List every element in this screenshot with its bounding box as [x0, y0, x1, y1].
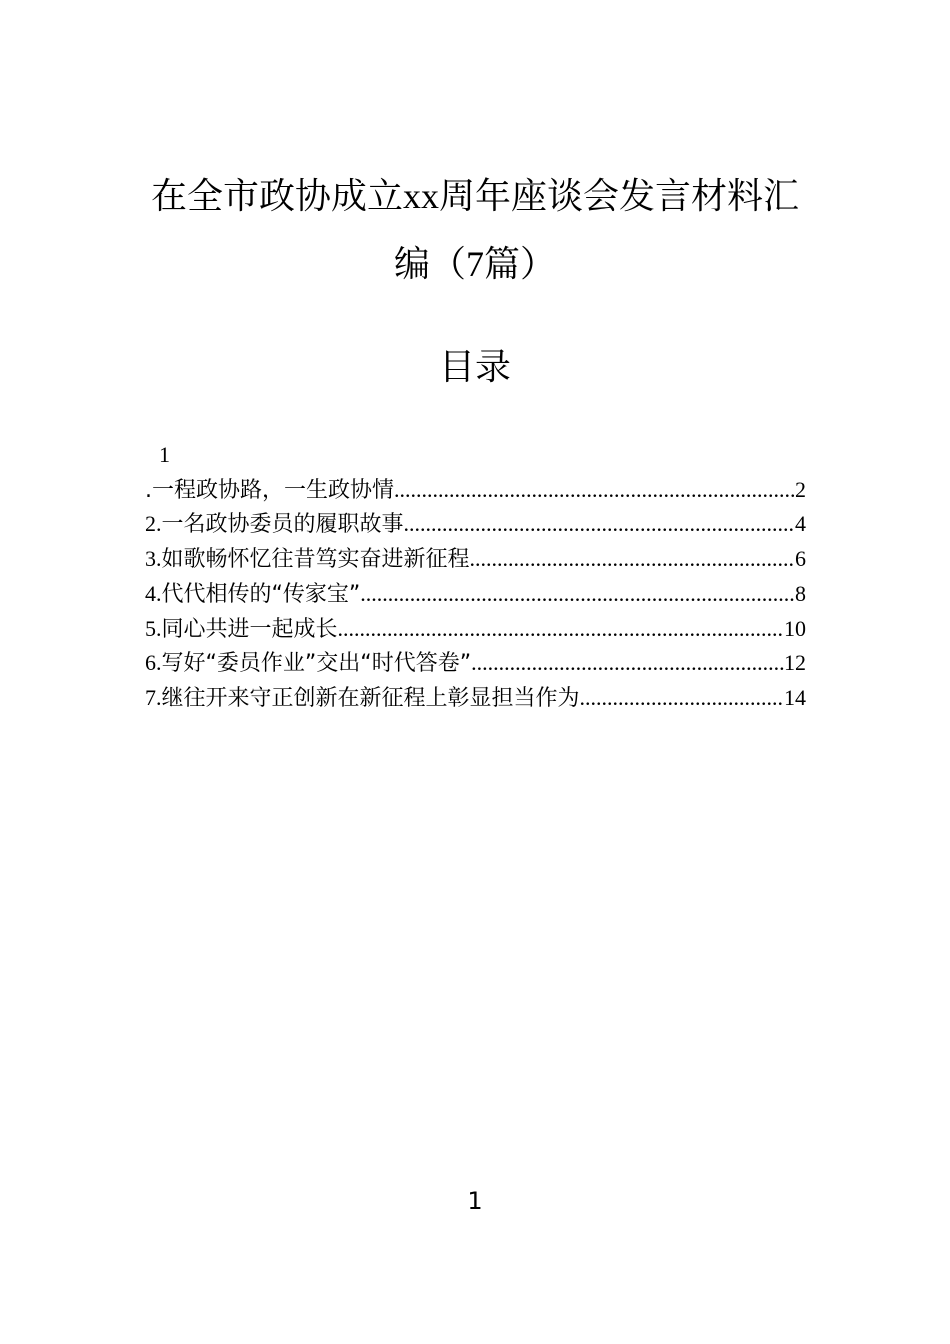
toc-entry-text: 一名政协委员的履职故事	[161, 512, 404, 537]
toc-entry-4[interactable]	[145, 579, 806, 609]
toc-entry-text: 如歌畅怀忆往昔笃实奋进新征程	[161, 547, 470, 572]
toc-entry-label	[145, 544, 470, 575]
title-text-part: 编（	[393, 244, 466, 285]
toc-entry-label	[145, 475, 394, 506]
toc-entry-number: 7.	[145, 685, 162, 710]
toc-entry-page: 14	[784, 685, 806, 710]
toc-entry-number: 4.	[145, 581, 162, 606]
toc-entry-number: 6.	[145, 650, 162, 675]
toc-entry-text: 代代相传的“传家宝”	[161, 582, 361, 607]
toc-entry-page: 10	[784, 616, 806, 641]
toc-dot-leader	[580, 683, 784, 713]
toc-lead-number: 1	[159, 442, 170, 467]
page-number: 1	[467, 1187, 483, 1215]
document-title-line-1	[130, 176, 820, 217]
toc-entry-text: 写好“委员作业”交出“时代答卷”	[161, 651, 472, 676]
toc-entry-label	[145, 648, 471, 679]
title-latin-part: 7	[466, 244, 484, 284]
toc-entry-number: 3.	[145, 546, 162, 571]
toc-entry-page: 8	[795, 581, 806, 606]
toc-entry-page: 12	[784, 650, 806, 675]
toc-entry-label	[145, 509, 404, 540]
toc-dot-leader	[470, 544, 795, 574]
toc-entry-page: 2	[795, 477, 806, 502]
title-text-part: 在全市政协成立	[150, 176, 403, 217]
toc-entry-7[interactable]	[145, 683, 806, 713]
toc-entry-page: 4	[795, 511, 806, 536]
toc-dot-leader	[394, 475, 795, 505]
toc-entry-label	[145, 614, 338, 645]
title-text-part: 周年座谈会发言材料汇	[439, 176, 800, 217]
toc-heading: 目录	[438, 347, 511, 388]
toc-entry-label	[145, 579, 360, 610]
toc-entry-3[interactable]	[145, 544, 806, 574]
toc-entry-1[interactable]	[145, 475, 806, 505]
toc-entry-text: .一程政协路，一生政协情	[145, 478, 394, 503]
toc-entry-2[interactable]	[145, 509, 806, 539]
toc-entry-text: 同心共进一起成长	[161, 617, 338, 642]
toc-entry-number: 2.	[145, 511, 162, 536]
toc-entry-5[interactable]	[145, 614, 806, 644]
toc-entry-number: 5.	[145, 616, 162, 641]
toc-dot-leader	[338, 614, 784, 644]
title-latin-part: xx	[403, 176, 439, 216]
toc-entry-label	[145, 683, 580, 714]
title-text-part: 篇）	[484, 244, 557, 285]
toc-entry-page: 6	[795, 546, 806, 571]
document-title-line-2	[130, 244, 820, 285]
toc-entry-text: 继往开来守正创新在新征程上彰显担当作为	[161, 686, 580, 711]
toc-dot-leader	[360, 579, 795, 609]
toc-dot-leader	[404, 509, 795, 539]
toc-dot-leader	[471, 648, 784, 678]
toc-entry-6[interactable]	[145, 648, 806, 678]
